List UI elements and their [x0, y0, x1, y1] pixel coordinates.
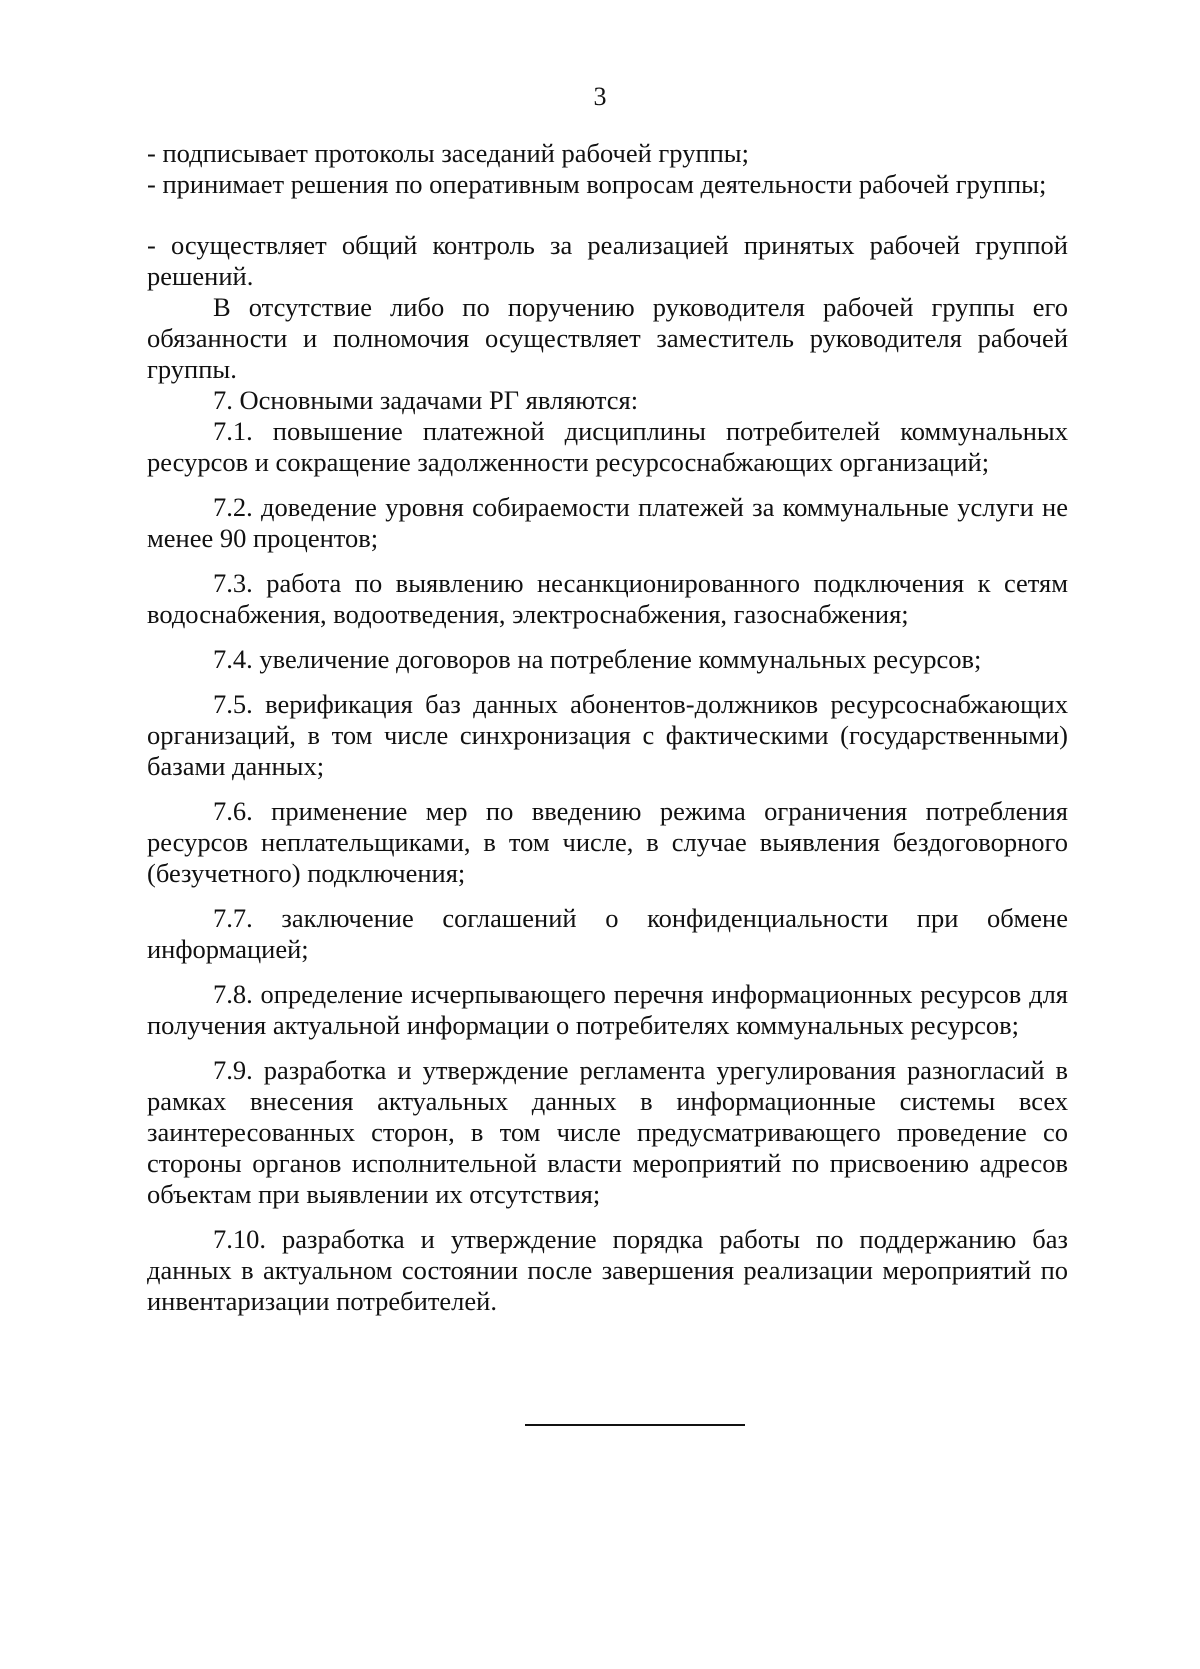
paragraph-7-1: 7.1. повышение платежной дисциплины потребителей коммунальных ресурсов и сокращение задолженности ресурсоснабжающих организаций; [147, 416, 1068, 477]
paragraph-7-7: 7.7. заключение соглашений о конфиденциальности при обмене информацией; [147, 903, 1068, 964]
end-of-document-rule [525, 1424, 745, 1426]
paragraph-7-2: 7.2. доведение уровня собираемости платежей за коммунальные услуги не менее 90 процентов; [147, 492, 1068, 553]
paragraph-general-control: - осуществляет общий контроль за реализацией принятых рабочей группой решений. [147, 230, 1068, 291]
paragraph-7-5: 7.5. верификация баз данных абонентов-должников ресурсоснабжающих организаций, в том числе синхронизация с фактическими (государственными) базами данных; [147, 689, 1068, 781]
document-body [147, 138, 1068, 1317]
paragraph-section-7-heading: 7. Основными задачами РГ являются: [213, 385, 639, 415]
paragraph-7-3: 7.3. работа по выявлению несанкционированного подключения к сетям водоснабжения, водоотведения, электроснабжения, газоснабжения; [147, 568, 1068, 629]
paragraph-7-10: 7.10. разработка и утверждение порядка работы по поддержанию баз данных в актуальном состоянии после завершения реализации мероприятий по инвентаризации потребителей. [147, 1224, 1068, 1316]
page-number: 3 [593, 82, 607, 111]
paragraph-7-4: 7.4. увеличение договоров на потребление коммунальных ресурсов; [213, 644, 982, 674]
paragraph-deputy-duties: В отсутствие либо по поручению руководителя рабочей группы его обязанности и полномочия осуществляет заместитель руководителя рабочей группы. [147, 292, 1068, 384]
paragraph-makes-decisions: - принимает решения по оперативным вопросам деятельности рабочей группы; [147, 169, 1047, 199]
paragraph-7-8: 7.8. определение исчерпывающего перечня информационных ресурсов для получения актуальной информации о потребителях коммунальных ресурсов; [147, 979, 1068, 1040]
paragraph-signs-protocols: - подписывает протоколы заседаний рабочей группы; [147, 138, 749, 168]
paragraph-7-9: 7.9. разработка и утверждение регламента урегулирования разногласий в рамках внесения актуальных данных в информационные системы всех заинтересованных сторон, в том числе предусматривающего проведение со стороны органов исполнительной власти мероприятий по присвоению адресов объектам при выявлении их отсутствия; [147, 1055, 1068, 1209]
paragraph-7-6: 7.6. применение мер по введению режима ограничения потребления ресурсов неплательщиками, в том числе, в случае выявления бездоговорного (безучетного) подключения; [147, 796, 1068, 888]
